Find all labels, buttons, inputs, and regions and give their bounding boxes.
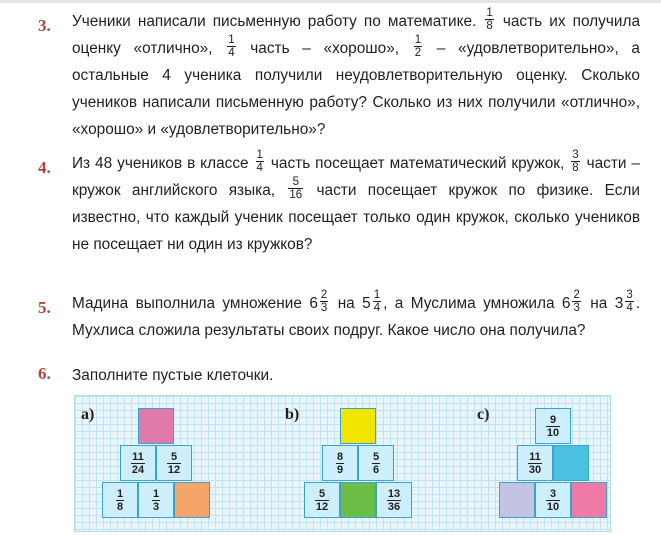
- fraction: [625, 289, 633, 314]
- denominator: 12: [167, 463, 181, 476]
- whole-part: 6: [561, 295, 571, 312]
- fraction: [546, 414, 560, 439]
- pyramid-b-mid-cell-1: [322, 445, 358, 481]
- numerator: 3: [572, 149, 579, 162]
- numerator: 3: [546, 488, 560, 501]
- pyramid-a-bottom-cell-2: [138, 482, 174, 518]
- mixed-number: [309, 289, 330, 315]
- denominator: 10: [546, 426, 560, 439]
- text-segment: на: [337, 295, 355, 312]
- denominator: 3: [320, 302, 328, 315]
- fraction: [485, 7, 493, 32]
- numerator: 1: [256, 149, 263, 162]
- denominator: 30: [528, 463, 542, 476]
- pyramid-c-bottom-cell-1[interactable]: [499, 482, 535, 518]
- pyramid-b-bottom-cell-3: [376, 482, 412, 518]
- fraction: [571, 149, 579, 174]
- pyramid-b-mid-cell-2: [358, 445, 394, 481]
- denominator: 12: [315, 500, 329, 513]
- problem-6: [38, 362, 640, 389]
- whole-part: 6: [309, 295, 318, 312]
- fraction: [320, 289, 328, 314]
- text-segment: Заполните пустые клеточки.: [72, 367, 274, 384]
- denominator: 16: [289, 189, 303, 202]
- numerator: 1: [116, 487, 124, 500]
- fraction: [528, 451, 542, 476]
- fraction: [152, 488, 160, 513]
- text-segment: Ученики написали письменную работу по математике.: [72, 13, 477, 30]
- problem-text: [72, 362, 640, 389]
- pyramid-c-bottom-cell-3[interactable]: [571, 482, 607, 518]
- numerator: 9: [546, 414, 560, 427]
- pyramid-b-top-cell[interactable]: [340, 408, 376, 444]
- text-segment: . Мухлиса сложила результаты своих подруг. Какое число она получила?: [72, 295, 641, 339]
- pyramid-a-bottom-cell-1: [102, 482, 138, 518]
- fraction: [167, 451, 181, 476]
- fraction: [336, 451, 344, 476]
- fraction: [315, 488, 329, 513]
- fraction: [372, 451, 380, 476]
- problem-number: 5.: [38, 298, 51, 317]
- numerator: 11: [529, 450, 541, 463]
- problem-number: 3.: [38, 16, 51, 35]
- denominator: 8: [572, 162, 579, 175]
- numerator: 1: [414, 34, 422, 47]
- numerator: 3: [626, 289, 633, 302]
- denominator: 8: [116, 500, 124, 513]
- mixed-number: [614, 289, 636, 315]
- numerator: 5: [372, 450, 380, 463]
- fraction: [288, 176, 303, 201]
- pyramid-a-mid-cell-2: [156, 445, 192, 481]
- numerator: 13: [387, 487, 401, 500]
- pyramid-b-bottom-cell-1: [304, 482, 340, 518]
- denominator: 10: [546, 500, 560, 513]
- pyramid-c-mid-cell-1: [517, 445, 553, 481]
- pyramid-a-bottom-cell-3[interactable]: [174, 482, 210, 518]
- denominator: 4: [626, 302, 633, 315]
- fraction: [387, 488, 401, 513]
- numerator: 1: [228, 34, 235, 47]
- fraction: [373, 289, 381, 314]
- numerator: 2: [320, 289, 328, 302]
- pyramid-a-mid-cell-1: [120, 445, 156, 481]
- numerator: 2: [573, 289, 580, 302]
- denominator: 3: [573, 302, 580, 315]
- text-segment: часть – «хорошо»,: [250, 40, 400, 57]
- numerator: 11: [132, 450, 144, 463]
- problem-text: [72, 8, 640, 143]
- numerator: 1: [486, 7, 493, 20]
- text-segment: часть их получила оценку «отлично»,: [72, 13, 640, 57]
- mixed-number: [362, 289, 383, 315]
- text-segment: Мадина выполнила умножение: [72, 295, 302, 312]
- fraction: [227, 34, 235, 59]
- whole-part: 3: [614, 295, 624, 312]
- numerator: 5: [288, 176, 303, 189]
- problem-4: [38, 150, 640, 258]
- text-segment: часть посещает математический кружок,: [270, 155, 565, 172]
- fraction: [572, 289, 580, 314]
- text-segment: , а Муслима умножила: [383, 295, 555, 312]
- numerator: 5: [167, 451, 181, 464]
- pyramid-b-bottom-cell-2[interactable]: [340, 482, 376, 518]
- pyramid-label-c: c): [477, 406, 490, 423]
- denominator: 8: [486, 20, 493, 33]
- fraction: [414, 34, 422, 59]
- denominator: 2: [414, 47, 422, 60]
- denominator: 4: [228, 47, 235, 60]
- pyramid-grid-panel: [74, 395, 611, 532]
- fraction: [116, 488, 124, 513]
- problem-3: [38, 8, 640, 143]
- pyramid-c-top-cell: [535, 408, 571, 444]
- text-segment: части – кружок английского языка,: [72, 155, 641, 199]
- numerator: 1: [152, 487, 160, 500]
- problem-number: 6.: [38, 364, 51, 383]
- fraction: [131, 451, 145, 476]
- fraction: [256, 149, 264, 174]
- text-segment: на: [590, 295, 608, 312]
- problem-5: [38, 290, 640, 344]
- denominator: 3: [152, 500, 160, 513]
- pyramid-c-mid-cell-2[interactable]: [553, 445, 589, 481]
- fraction: [546, 488, 560, 513]
- numerator: 1: [373, 289, 381, 302]
- problem-number: 4.: [38, 158, 51, 177]
- whole-part: 5: [362, 295, 371, 312]
- numerator: 5: [315, 488, 329, 501]
- text-segment: Из 48 учеников в классе: [72, 155, 249, 172]
- denominator: 24: [131, 463, 145, 476]
- text-segment: – «удовлетворительно», а остальные 4 ученика получили неудовлетворительную оценку. Сколько учеников написали письменную работу? Сколько из них получили «отлично», «хорошо» и «удовлетворительно»?: [72, 40, 640, 138]
- denominator: 36: [387, 500, 401, 513]
- pyramid-label-b: b): [285, 406, 300, 423]
- pyramid-c-bottom-cell-2: [535, 482, 571, 518]
- pyramid-a-top-cell[interactable]: [138, 408, 174, 444]
- text-segment: части посещает кружок по физике. Если известно, что каждый ученик посещает только один кружок, сколько учеников не посещает ни один из кружков?: [72, 182, 640, 253]
- page-edge: [0, 0, 661, 3]
- denominator: 4: [373, 302, 381, 315]
- denominator: 9: [336, 463, 344, 476]
- mixed-number: [561, 289, 583, 315]
- problem-text: [72, 290, 640, 344]
- denominator: 4: [256, 162, 263, 175]
- pyramid-label-a: a): [81, 406, 95, 423]
- numerator: 8: [336, 450, 344, 463]
- problem-text: [72, 150, 640, 258]
- denominator: 6: [372, 463, 380, 476]
